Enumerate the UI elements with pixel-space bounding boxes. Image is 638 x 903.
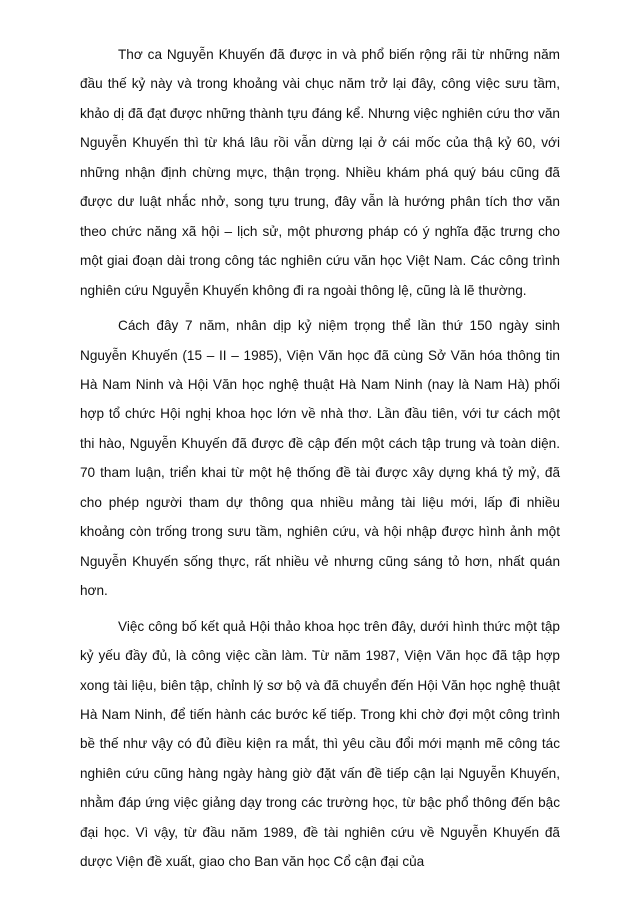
paragraph-2: Cách đây 7 năm, nhân dịp kỷ niệm trọng thể lần thứ 150 ngày sinh Nguyễn Khuyến (15 – II – 1985), Viện Văn học đã cùng Sở Văn hóa thông tin Hà Nam Ninh và Hội Văn học nghệ thuật Hà Nam Ninh (nay là Nam Hà) phối hợp tổ chức Hội nghị khoa học lớn về nhà thơ. Lần đầu tiên, với tư cách một thi hào, Nguyễn Khuyến đã được đề cập đến một cách tập trung và toàn diện. 70 tham luận, triển khai từ một hệ thống đề tài được xây dựng khá tỷ mỷ, đã cho phép người tham dự thông qua nhiều mảng tài liệu mới, lấp đi nhiều khoảng còn trống trong sưu tầm, nghiên cứu, và hội nhập được hình ảnh một Nguyễn Khuyến sống thực, rất nhiều vẻ nhưng cũng sáng tỏ hơn, nhất quán hơn. bbox=[80, 318, 560, 599]
document-page bbox=[80, 40, 560, 883]
paragraph-1: Thơ ca Nguyễn Khuyến đã được in và phổ biến rộng rãi từ những năm đầu thế kỷ này và trong khoảng vài chục năm trở lại đây, công việc sưu tầm, khảo dị đã đạt được những thành tựu đáng kể. Nhưng việc nghiên cứu thơ văn Nguyễn Khuyến thì từ khá lâu rồi vẫn dừng lại ở cái mốc của thậ kỷ 60, với những nhận định chừng mực, thận trọng. Nhiều khám phá quý báu cũng đã được dư luật nhắc nhở, song tựu trung, đây vẫn là hướng phân tích thơ văn theo chức năng xã hội – lịch sử, một phương pháp có ý nghĩa đặc trưng cho một giai đoạn dài trong công tác nghiên cứu văn học Việt Nam. Các công trình nghiên cứu Nguyễn Khuyến không đi ra ngoài thông lệ, cũng là lẽ thường. bbox=[80, 47, 560, 298]
paragraph-3: Việc công bố kết quả Hội thảo khoa học trên đây, dưới hình thức một tập kỷ yếu đầy đủ, là công việc cần làm. Từ năm 1987, Viện Văn học đã tập hợp xong tài liệu, biên tập, chỉnh lý sơ bộ và đã chuyển đến Hội Văn học nghệ thuật Hà Nam Ninh, để tiến hành các bước kế tiếp. Trong khi chờ đợi một công trình bề thế như vậy có đủ điều kiện ra mắt, thì yêu cầu đổi mới mạnh mẽ công tác nghiên cứu cũng hàng ngày hàng giờ đặt vấn đề tiếp cận lại Nguyễn Khuyến, nhằm đáp ứng việc giảng dạy trong các trường học, từ bậc phổ thông đến bậc đại học. Vì vậy, từ đầu năm 1989, đề tài nghiên cứu về Nguyễn Khuyến đã dược Viện đề xuất, giao cho Ban văn học Cổ cận đại của bbox=[80, 618, 560, 870]
